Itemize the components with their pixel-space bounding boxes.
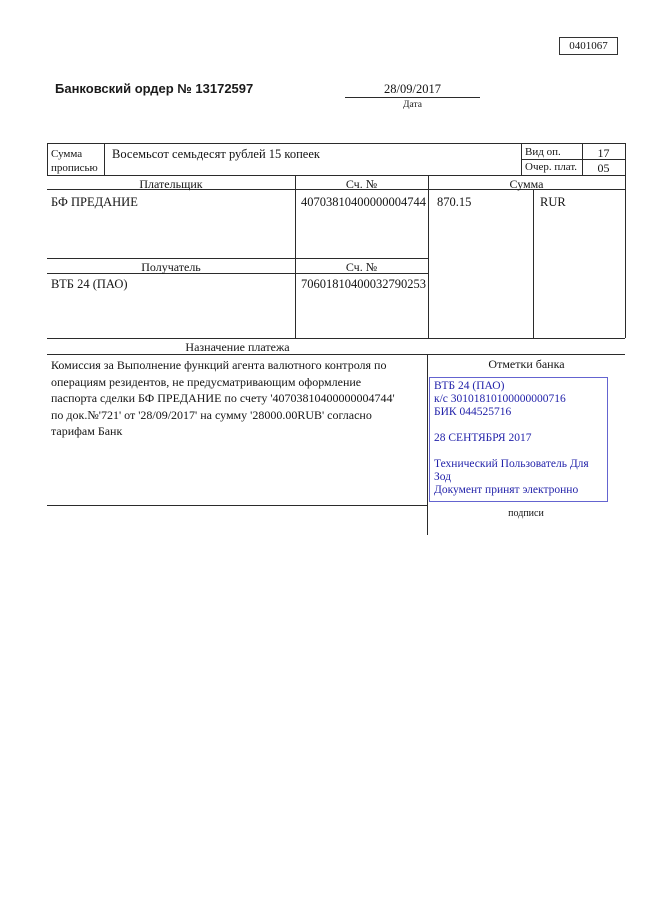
date-value: 28/09/2017 [384,82,441,96]
currency-code: RUR [540,195,566,209]
amount-words-label: Сумма прописью [51,148,98,174]
recipient-section-header: Получатель [141,260,201,274]
table-line-top [47,143,625,144]
text-line [434,445,603,458]
divider-account-amount [428,175,429,338]
text-line: БИК 044525716 [434,406,512,418]
text-line: Технический Пользователь Для [434,458,589,470]
payer-name: БФ ПРЕДАНИЕ [51,195,138,209]
divider-amount-currency [533,189,534,338]
table-border-left [47,143,48,175]
divider-name-account [295,175,296,338]
recipient-account-header: Сч. № [345,260,378,274]
op-type-label: Вид оп. [525,146,561,158]
text-line: паспорта сделки БФ ПРЕДАНИЕ по счету '40703810400000004744' [51,391,395,406]
table-border-right [625,143,626,338]
recipient-account: 70601810400032790253 [301,277,426,291]
amount-in-words: Восемьсот семьдесят рублей 15 копеек [112,147,320,161]
priority-value: 05 [597,161,610,175]
text-line: Зод [434,471,452,483]
text-line: Документ принят электронно [434,484,579,496]
table-line-below-amount-words [47,175,625,176]
text-line: операциям резидентов, не предусматривающим оформление [51,374,362,389]
text-line: к/с 30101810100000000716 [434,393,566,405]
document-title: Банковский ордер № 13172597 [55,81,254,96]
text-line: по док.№'721' от '28/09/2017' на сумму '28000.00RUB' согласно [51,407,372,422]
purpose-header: Назначение платежа [185,340,290,354]
table-line-above-purpose-header [47,338,625,339]
op-type-value: 17 [597,146,610,160]
amount-column-header: Сумма [509,177,544,191]
bank-stamp-box [429,377,608,502]
text-line: ВТБ 24 (ПАО) [434,380,505,392]
text-line: 28 СЕНТЯБРЯ 2017 [434,432,532,444]
date-underline [345,97,480,98]
table-line-bottom-left [47,505,428,506]
recipient-name: ВТБ 24 (ПАО) [51,277,128,291]
amount-value: 870.15 [437,195,472,209]
text-line: Комиссия за Выполнение функций агента валютного контроля по [51,358,387,372]
payer-account-header: Сч. № [345,177,378,191]
bank-marks-header: Отметки банка [488,357,565,371]
text-line [434,419,603,432]
text-line: тарифам Банк [51,424,123,439]
divider-optype-label [521,143,522,175]
form-code: 0401067 [569,40,608,52]
divider-amount-words-label [104,143,105,175]
form-code-box [559,37,618,55]
payer-section-header: Плательщик [139,177,203,191]
priority-label: Очер. плат. [525,161,578,173]
purpose-text [51,357,431,440]
signatures-label: подписи [508,508,544,519]
date-label: Дата [403,100,422,110]
table-line-above-recipient-header [47,258,428,259]
payer-account: 40703810400000004744 [301,195,426,209]
